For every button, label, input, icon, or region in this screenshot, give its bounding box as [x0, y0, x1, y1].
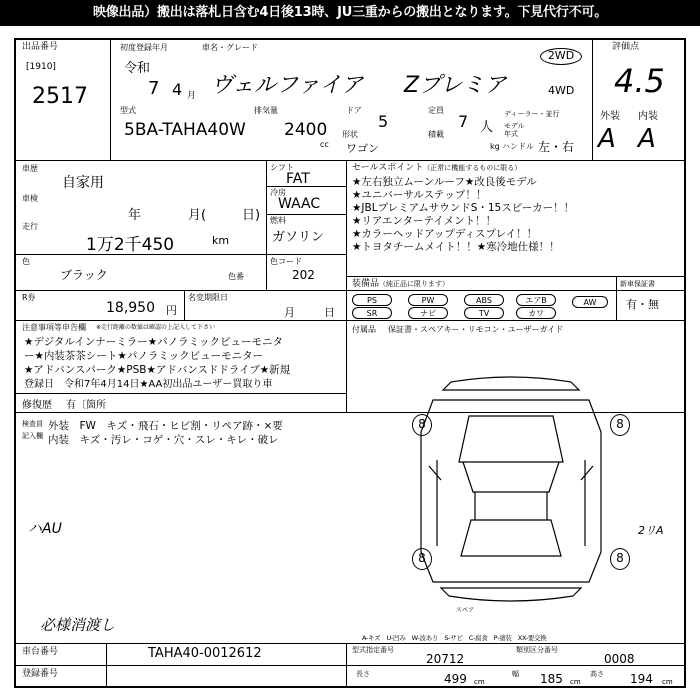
- handle-label: ハンドル: [502, 142, 534, 151]
- spare-label: スペア: [456, 607, 475, 614]
- wid-value: 185: [540, 672, 563, 686]
- reg-month: 4: [172, 80, 183, 99]
- handle-value: 左・右: [538, 140, 575, 154]
- drive-2wd: 2WD: [540, 48, 582, 65]
- len-label: 長さ: [356, 670, 370, 678]
- notes-title: 注意事項等申告欄: [22, 323, 86, 332]
- recycle-value: 18,950: [106, 300, 155, 316]
- lot-number: 2517: [32, 84, 88, 109]
- shape-label: 形状: [342, 130, 358, 139]
- model-grade: Zプレミア: [404, 73, 507, 98]
- reg-no-label: 登録番号: [22, 669, 59, 679]
- len-unit: cm: [474, 678, 485, 686]
- tire-front-left: 8: [412, 414, 432, 436]
- mileage-label: 走行: [22, 222, 38, 231]
- hgt-unit: cm: [662, 678, 673, 686]
- notes-small: ※走行距離の数値は確認の上記入して下さい: [96, 324, 216, 331]
- kata-label: 型式指定番号: [352, 646, 394, 654]
- repair-label: 修復歴: [22, 400, 52, 411]
- marks-outer: 外装 FW キズ・飛石・ヒビ割・リペア跡・×要: [48, 420, 283, 432]
- ac-value: WAAC: [278, 196, 321, 212]
- score-label: 評価点: [612, 42, 640, 52]
- equip-navi: ナビ: [408, 307, 448, 319]
- note-line: ★デジタルインナーミラー★パノラミックビューモニタ: [24, 336, 283, 348]
- hgt-value: 194: [630, 672, 653, 686]
- load-unit: kg: [490, 142, 500, 151]
- equip-abs: ABS: [464, 294, 504, 306]
- insp-year: 年: [128, 208, 142, 223]
- sales-point: ★左右独立ムーンルーフ★改良後モデル: [352, 176, 537, 188]
- reg-era: 令和: [124, 61, 151, 76]
- disp-unit: cc: [320, 140, 329, 149]
- capacity-label: 定員: [428, 106, 444, 115]
- insp-month: 月(: [188, 208, 207, 223]
- attached-label: 付属品: [352, 325, 376, 334]
- marks-label1: 検査員: [22, 420, 43, 428]
- ac-label: 冷房: [270, 188, 286, 197]
- wid-unit: cm: [570, 678, 581, 686]
- reg-label: 初度登録年月: [120, 43, 168, 52]
- dealer-model: モデル: [504, 122, 525, 130]
- inspection-sheet: [14, 38, 686, 688]
- hand-note-reminder: 必様消渡し: [40, 616, 116, 634]
- reg-year: 7: [148, 78, 160, 99]
- note-line: 登録日 令和7年4月14日★AA初出品ユーザー買取り車: [24, 379, 273, 390]
- hand-note-side: ハAU: [28, 521, 62, 537]
- legend: A-キズ U-凹み W-波あり S-サビ C-腐食 P-塗装 XX-要交換: [362, 634, 547, 642]
- warranty-label: 新車保証書: [620, 280, 655, 288]
- chassis-value: TAHA40-0012612: [148, 646, 262, 661]
- load-label: 積載: [428, 130, 444, 139]
- equip-leather: カワ: [516, 307, 556, 319]
- recycle-unit: 円: [166, 304, 177, 317]
- tire-rear-right: 8: [610, 548, 630, 570]
- sales-point: ★JBLプレミアムサウンドS・15スピーカー！！: [352, 202, 575, 214]
- type-value: 5BA-TAHA40W: [124, 120, 246, 140]
- header-banner: 映像出品）搬出は落札日含む4日後13時、JU三重からの搬出となります。下見代行不可。: [0, 0, 700, 26]
- sales-point: ★トヨタチームメイト！！★寒冷地仕様！！: [352, 241, 560, 253]
- tire-rear-left: 8: [412, 548, 432, 570]
- doors-value: 5: [378, 112, 389, 131]
- equip-label: 装備品（純正品に限ります）: [352, 279, 450, 289]
- sales-point: ★カラーヘッドアップディスプレイ！！: [352, 228, 538, 240]
- chassis-label: 車台番号: [22, 647, 59, 657]
- capacity-value: 7: [458, 112, 469, 131]
- capacity-unit: 人: [480, 120, 494, 135]
- equip-sr: SR: [352, 307, 392, 319]
- warranty-value: 有・無: [626, 298, 659, 311]
- fuel-value: ガソリン: [272, 230, 325, 245]
- tire-front-right: 8: [610, 414, 630, 436]
- note-line: ー★内装茶茶シート★パノラミックビューモニター: [24, 350, 264, 362]
- int-score: A: [638, 124, 656, 154]
- hand-note-right: 2リA: [638, 524, 664, 537]
- equip-pw: PW: [408, 294, 448, 306]
- disp-value: 2400: [284, 120, 328, 140]
- insp-day: 日): [242, 208, 261, 223]
- ext-score: A: [598, 124, 616, 154]
- model-label: 車名・グレード: [202, 43, 258, 52]
- color-label: 色: [22, 257, 30, 266]
- attached-value: 保証書・スペアキー・リモコン・ユーザーガイド: [388, 325, 564, 334]
- wid-label: 幅: [512, 670, 519, 678]
- hgt-label: 高さ: [590, 670, 604, 678]
- shift-value: FAT: [286, 171, 310, 187]
- nc-day: 日: [324, 306, 335, 319]
- sales-point: ★リアエンターテイメント！！: [352, 215, 497, 227]
- reg-month-unit: 月: [187, 91, 197, 101]
- name-change-label: 名変期限日: [188, 293, 228, 302]
- ext-label: 外装: [600, 111, 620, 122]
- kata-value: 20712: [426, 652, 465, 666]
- marks-label2: 記入欄: [22, 432, 43, 440]
- recycle-label: R券: [22, 293, 36, 302]
- inspection-label: 車検: [22, 194, 38, 203]
- shift-label: シフト: [270, 163, 294, 172]
- equip-ps: PS: [352, 294, 392, 306]
- color-code: 202: [292, 268, 315, 282]
- color-code-label: 色コード: [270, 257, 302, 266]
- usage-label: 車歴: [22, 164, 38, 173]
- doors-label: ドア: [346, 106, 362, 115]
- shape-value: ワゴン: [346, 142, 379, 155]
- note-line: ★アドバンスパーク★PSB★アドバンスドドライブ★新規: [24, 364, 291, 376]
- type-label: 型式: [120, 106, 136, 115]
- equip-airbag: エアB: [516, 294, 556, 306]
- marks-inner: 内装 キズ・汚レ・コゲ・穴・スレ・キレ・破レ: [48, 434, 279, 446]
- sales-point: ★ユニバーサルステップ！！: [352, 189, 487, 201]
- sales-points: [352, 176, 672, 254]
- len-value: 499: [444, 672, 467, 686]
- dealer-year: 年式: [504, 130, 518, 138]
- fuel-label: 燃料: [270, 216, 286, 225]
- score-value: 4.5: [614, 62, 665, 100]
- lot-code: [1910]: [26, 62, 56, 72]
- model-name: ヴェルファイア: [211, 73, 364, 98]
- equip-aw: AW: [572, 296, 608, 308]
- drive-4wd: 4WD: [548, 84, 575, 97]
- repair-value: 有〔箇所: [66, 400, 106, 411]
- car-damage-diagram: [401, 370, 621, 610]
- lot-label: 出品番号: [22, 42, 59, 52]
- mileage-unit: km: [212, 234, 230, 247]
- disp-label: 排気量: [254, 106, 278, 115]
- rui-value: 0008: [604, 652, 635, 666]
- usage-value: 自家用: [62, 175, 104, 191]
- dealer-label: ディーラー・並行: [504, 110, 560, 118]
- equip-tv: TV: [464, 307, 504, 319]
- sales-title: セールスポイント（正常に機能するものに限る）: [352, 163, 522, 173]
- color-value: ブラック: [60, 268, 108, 282]
- mileage-value: 1万2千450: [86, 235, 175, 255]
- rui-label: 類別区分番号: [516, 646, 558, 654]
- int-label: 内装: [638, 111, 658, 122]
- color-num-label: 色番: [228, 272, 244, 281]
- nc-month: 月: [284, 306, 295, 319]
